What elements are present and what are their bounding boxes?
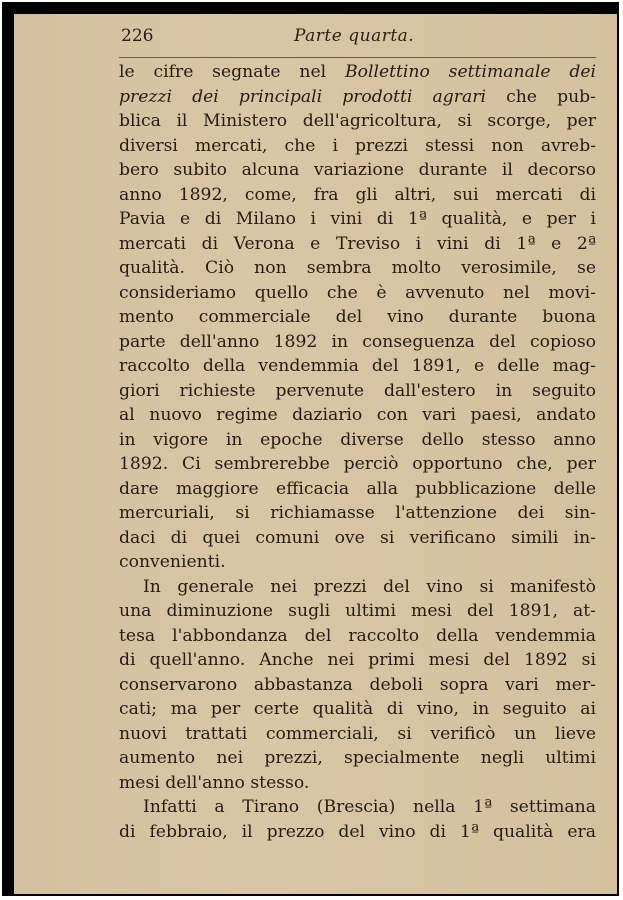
text-line: 1892. Ci sembrerebbe perciò opportuno che, per [119,454,596,474]
text-line: tesa l'abbondanza del raccolto della vendemmia [119,625,596,646]
text-line: convenienti. [119,552,226,572]
text-line: mesi dell'anno stesso. [119,772,310,793]
text-line: al nuovo regime daziario con vari paesi, andato [119,405,596,425]
text-line: mercuriali, si richiamasse l'attenzione dei sin- [119,503,596,523]
text-line: consideriamo quello che è avvenuto nel movi- [119,282,596,303]
text-line: prezzi dei principali prodotti agrari che pub- [119,86,596,107]
text-line: mento commerciale del vino durante buona [119,307,596,327]
text-line: parte dell'anno 1892 in conseguenza del copioso [119,331,596,352]
page-frame [2,2,619,896]
body-text [119,60,596,844]
text-line: daci di quei comuni ove si verificano simili in- [119,527,596,548]
text-line: dare maggiore efficacia alla pubblicazione delle [119,478,596,499]
text-line: blica il Ministero dell'agricoltura, si scorge, per [119,111,596,131]
text-line: qualità. Ciò non sembra molto verosimile, se [119,258,596,278]
text-line: Infatti a Tirano (Brescia) nella 1ª settimana [143,797,596,817]
book-page [14,14,617,894]
text-line: conservarono abbastanza deboli sopra vari mer- [119,674,596,695]
text-line: di quell'anno. Anche nei primi mesi del 1892 si [119,650,596,670]
page-number: 226 [121,26,154,46]
text-line: In generale nei prezzi del vino si manifestò [143,576,596,597]
header-rule [119,57,596,58]
text-line: mercati di Verona e Treviso i vini di 1ª e 2ª [119,233,596,254]
text-line: cati; ma per certe qualità di vino, in seguito ai [119,699,596,719]
text-line: raccolto della vendemmia del 1891, e delle mag- [119,356,596,376]
text-line: giori richieste pervenute dall'estero in seguito [119,380,596,401]
text-line: le cifre segnate nel Bollettino settimanale dei [119,62,596,82]
text-line: anno 1892, come, fra gli altri, sui mercati di [119,184,596,205]
text-line: Pavia e di Milano i vini di 1ª qualità, e per i [119,209,596,229]
text-line: bero subito alcuna variazione durante il decorso [119,160,596,180]
text-line: diversi mercati, che i prezzi stessi non avreb- [119,135,596,156]
text-line: nuovi trattati commerciali, si verificò un lieve [119,723,596,744]
text-line: aumento nei prezzi, specialmente negli ultimi [119,748,596,768]
text-line: in vigore in epoche diverse dello stesso anno [119,429,596,450]
running-title: Parte quarta. [294,26,415,46]
text-line: di febbraio, il prezzo del vino di 1ª qualità era [119,821,596,842]
text-line: una diminuzione sugli ultimi mesi del 1891, at- [119,601,596,621]
running-header [119,24,594,48]
